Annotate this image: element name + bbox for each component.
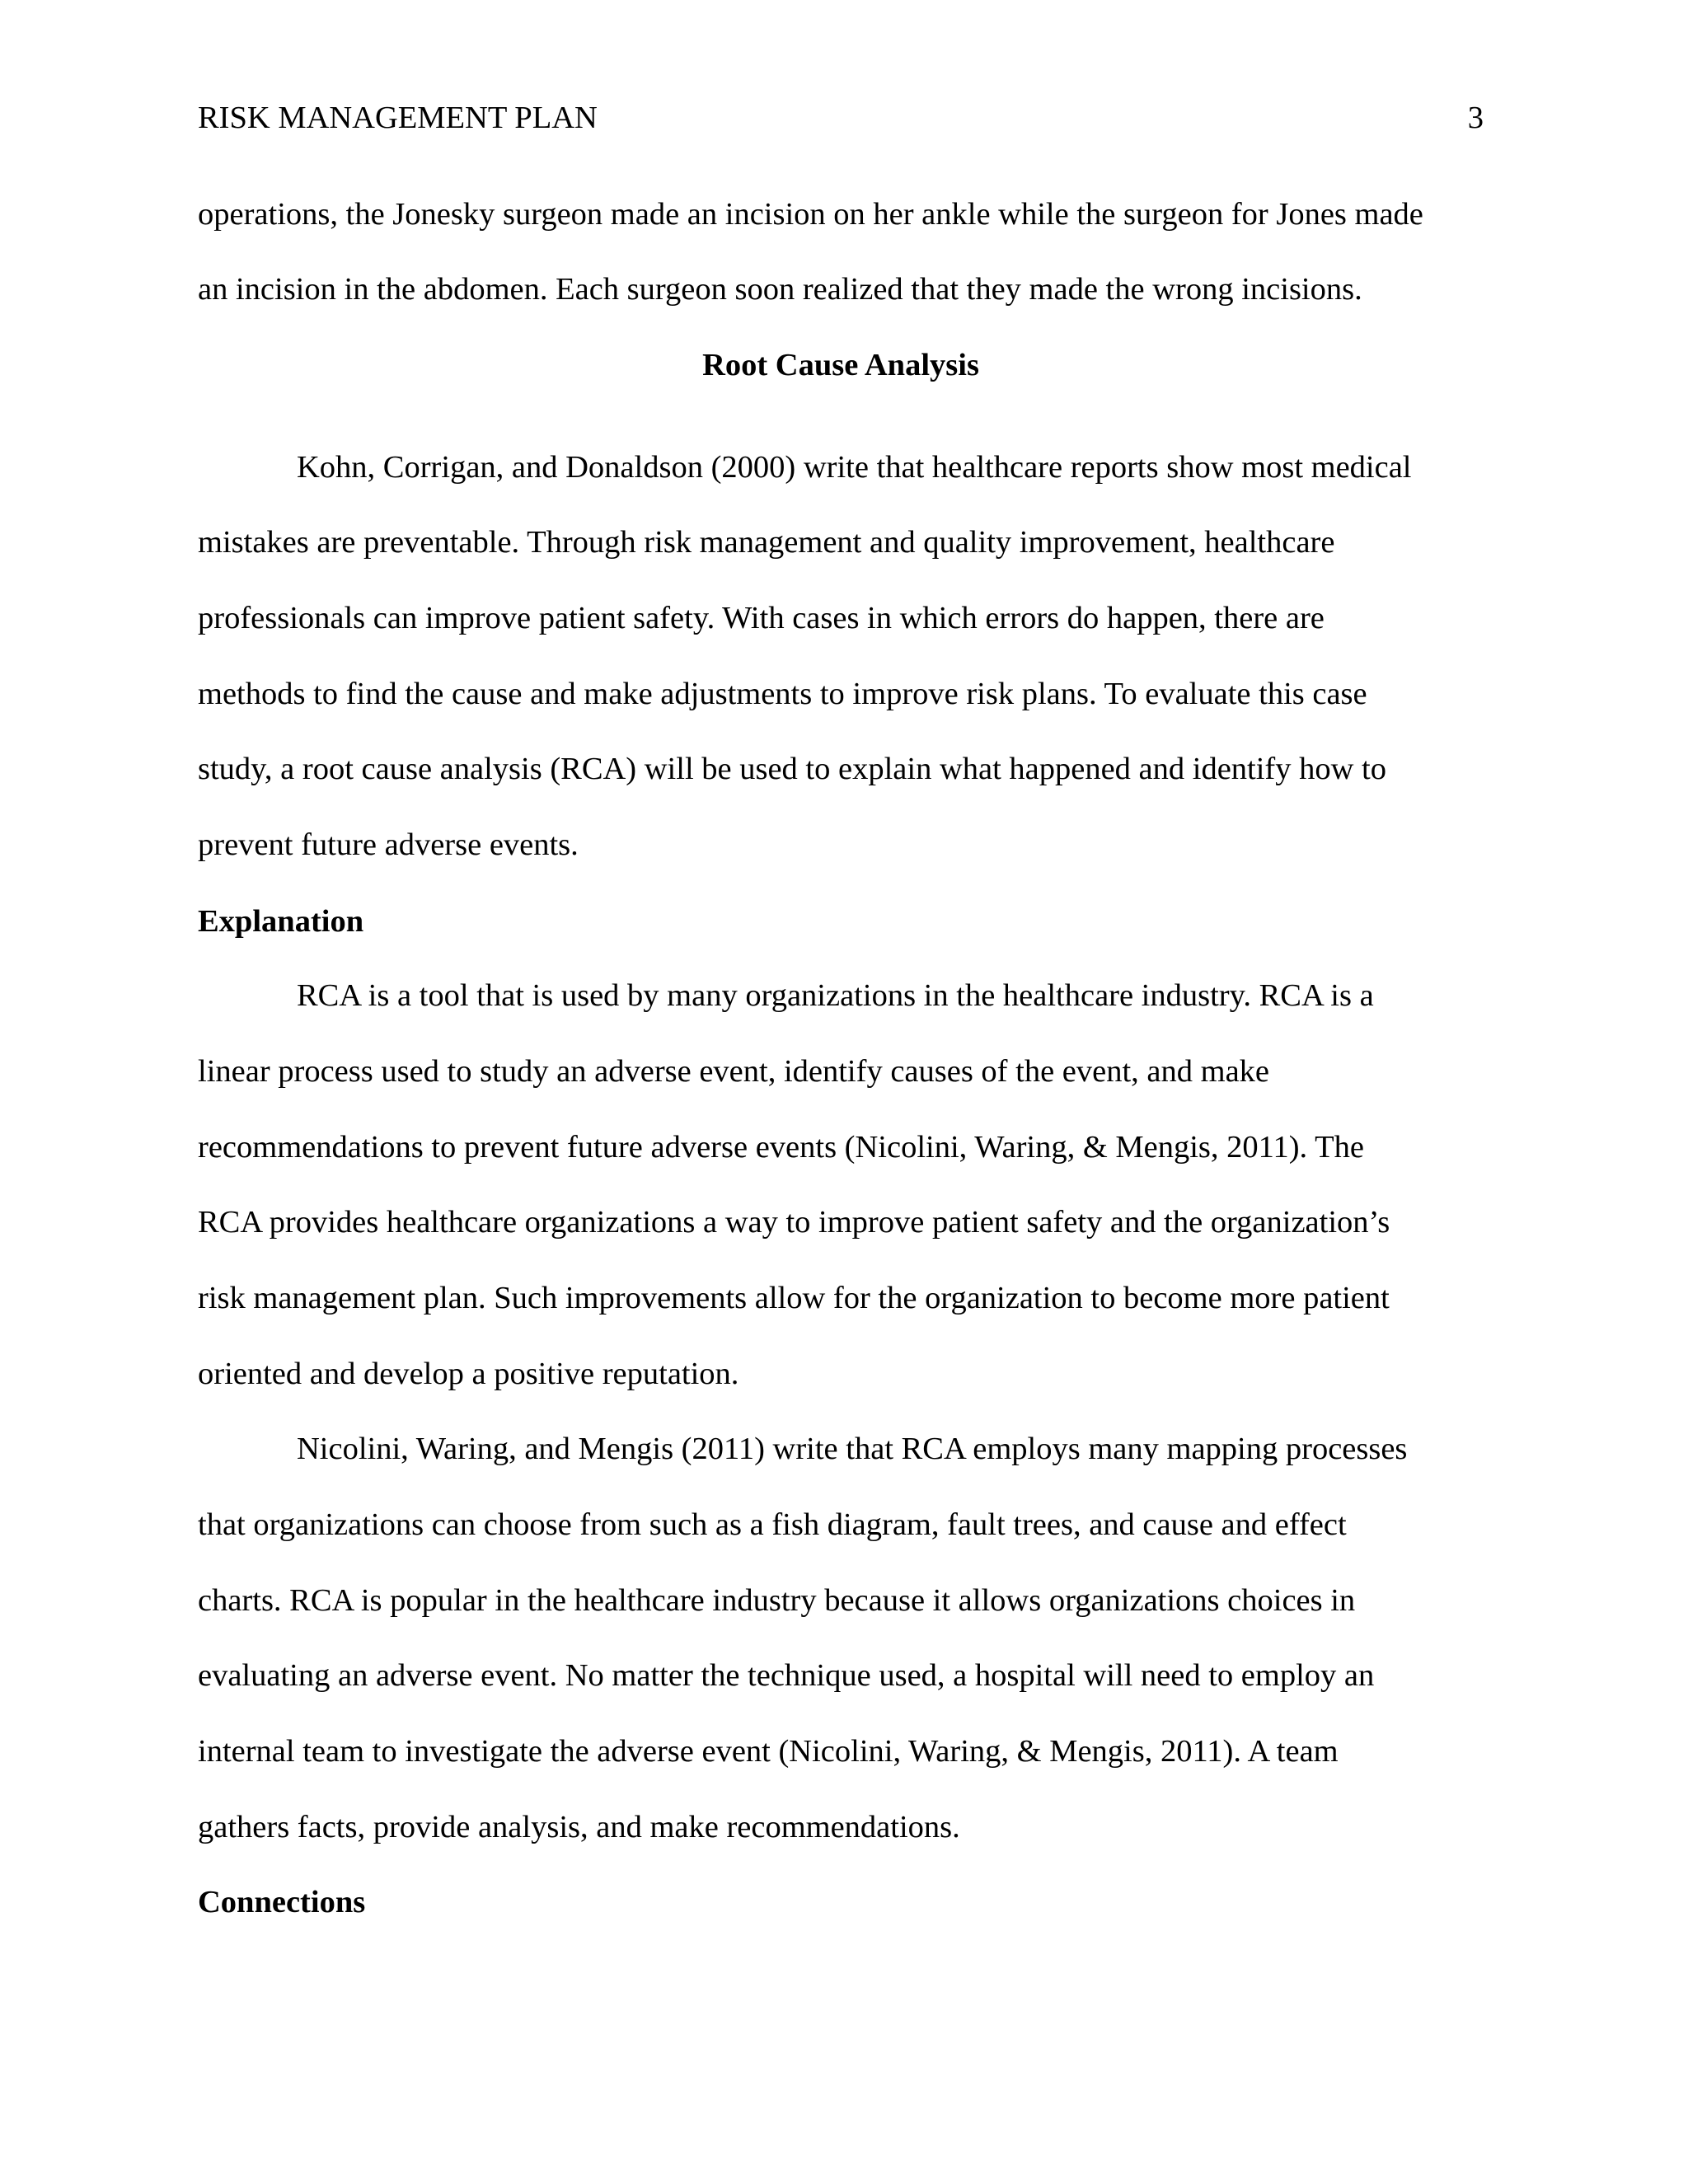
page-number: 3 xyxy=(1467,101,1484,135)
paragraph-line: charts. RCA is popular in the healthcare industry because it allows organizations choices in xyxy=(198,1583,1356,1618)
subsection-heading: Explanation xyxy=(198,904,364,939)
paragraph-line: RCA provides healthcare organizations a way to improve patient safety and the organization’s xyxy=(198,1205,1390,1240)
paragraph-line: risk management plan. Such improvements allow for the organization to become more patient xyxy=(198,1281,1390,1315)
running-head: RISK MANAGEMENT PLAN xyxy=(198,101,598,135)
paragraph-line: mistakes are preventable. Through risk management and quality improvement, healthcare xyxy=(198,525,1335,560)
paragraph-line: prevent future adverse events. xyxy=(198,827,579,862)
paragraph-line: recommendations to prevent future adverse events (Nicolini, Waring, & Mengis, 2011). The xyxy=(198,1130,1364,1165)
paragraph-line: study, a root cause analysis (RCA) will be used to explain what happened and identify how to xyxy=(198,752,1387,786)
paragraph-line: internal team to investigate the adverse event (Nicolini, Waring, & Mengis, 2011). A team xyxy=(198,1734,1339,1769)
paragraph-line: Kohn, Corrigan, and Donaldson (2000) write that healthcare reports show most medical xyxy=(297,450,1412,485)
paragraph-line: oriented and develop a positive reputation. xyxy=(198,1357,739,1391)
paragraph-line: methods to find the cause and make adjustments to improve risk plans. To evaluate this case xyxy=(198,677,1367,711)
paragraph-line: Nicolini, Waring, and Mengis (2011) write that RCA employs many mapping processes xyxy=(297,1432,1408,1466)
paragraph-line: RCA is a tool that is used by many organizations in the healthcare industry. RCA is a xyxy=(297,978,1374,1013)
paragraph-line: professionals can improve patient safety. With cases in which errors do happen, there are xyxy=(198,601,1325,635)
section-heading: Root Cause Analysis xyxy=(702,348,979,382)
paragraph-line: an incision in the abdomen. Each surgeon soon realized that they made the wrong incisions. xyxy=(198,272,1362,307)
paragraph-line: evaluating an adverse event. No matter the technique used, a hospital will need to employ an xyxy=(198,1658,1375,1693)
page-header xyxy=(198,97,1484,138)
paragraph-line: that organizations can choose from such as a fish diagram, fault trees, and cause and effect xyxy=(198,1507,1347,1542)
paragraph-line: linear process used to study an adverse event, identify causes of the event, and make xyxy=(198,1054,1269,1089)
subsection-heading: Connections xyxy=(198,1885,366,1919)
paragraph-line: operations, the Jonesky surgeon made an incision on her ankle while the surgeon for Jones made xyxy=(198,197,1423,232)
paragraph-line: gathers facts, provide analysis, and make recommendations. xyxy=(198,1810,960,1844)
